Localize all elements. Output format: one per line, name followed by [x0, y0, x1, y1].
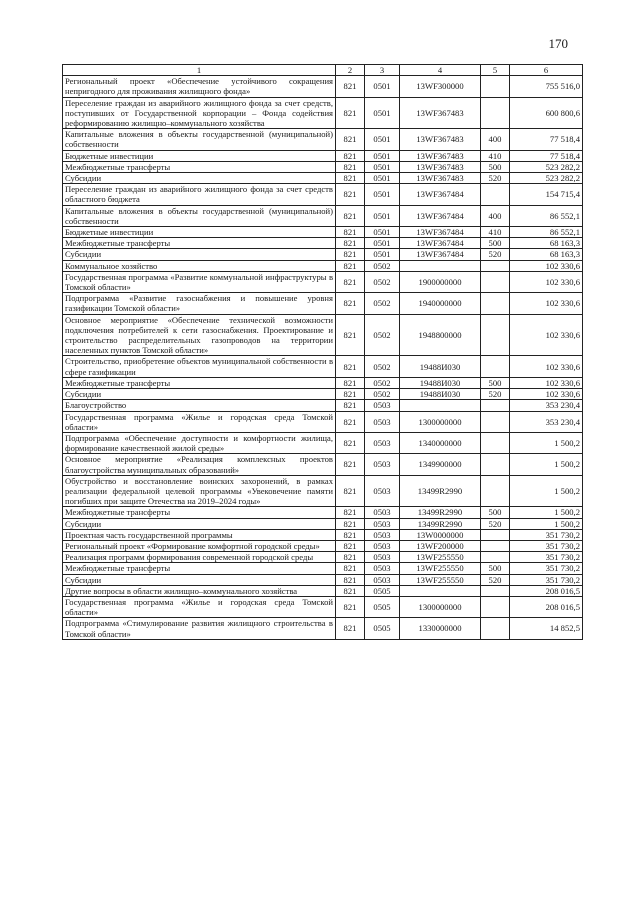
target-article-code-cell: 13WF367483 — [400, 173, 481, 184]
column-number: 3 — [365, 65, 400, 76]
table-row — [63, 432, 583, 453]
table-row — [63, 529, 583, 540]
table-row — [63, 596, 583, 617]
ministry-code-cell: 821 — [336, 129, 365, 150]
amount-cell: 755 516,0 — [510, 76, 583, 97]
item-name-cell: Межбюджетные трансферты — [63, 377, 336, 388]
table-row — [63, 161, 583, 172]
section-code-cell: 0503 — [365, 507, 400, 518]
ministry-code-cell: 821 — [336, 389, 365, 400]
amount-cell: 154 715,4 — [510, 184, 583, 205]
table-row — [63, 507, 583, 518]
item-name-cell: Субсидии — [63, 173, 336, 184]
expense-type-code-cell: 410 — [481, 150, 510, 161]
ministry-code-cell: 821 — [336, 411, 365, 432]
item-name-cell: Государственная программа «Жилье и городская среда Томской области» — [63, 411, 336, 432]
target-article-code-cell: 13WF367484 — [400, 205, 481, 226]
section-code-cell: 0501 — [365, 76, 400, 97]
section-code-cell: 0502 — [365, 377, 400, 388]
section-code-cell: 0502 — [365, 389, 400, 400]
ministry-code-cell: 821 — [336, 507, 365, 518]
expense-type-code-cell — [481, 184, 510, 205]
section-code-cell: 0501 — [365, 205, 400, 226]
amount-cell: 68 163,3 — [510, 238, 583, 249]
expense-type-code-cell: 520 — [481, 574, 510, 585]
target-article-code-cell — [400, 260, 481, 271]
target-article-code-cell: 1940000000 — [400, 293, 481, 314]
amount-cell: 77 518,4 — [510, 150, 583, 161]
ministry-code-cell: 821 — [336, 596, 365, 617]
section-code-cell: 0503 — [365, 540, 400, 551]
ministry-code-cell: 821 — [336, 432, 365, 453]
amount-cell: 102 330,6 — [510, 271, 583, 292]
amount-cell: 351 730,2 — [510, 552, 583, 563]
expense-type-code-cell: 400 — [481, 205, 510, 226]
expense-type-code-cell — [481, 97, 510, 129]
section-code-cell: 0501 — [365, 129, 400, 150]
section-code-cell: 0501 — [365, 249, 400, 260]
section-code-cell: 0505 — [365, 585, 400, 596]
section-code-cell: 0501 — [365, 173, 400, 184]
expense-type-code-cell — [481, 540, 510, 551]
amount-cell: 208 016,5 — [510, 596, 583, 617]
expense-type-code-cell — [481, 271, 510, 292]
item-name-cell: Подпрограмма «Стимулирование развития жилищного строительства в Томской области» — [63, 618, 336, 639]
ministry-code-cell: 821 — [336, 249, 365, 260]
expense-type-code-cell — [481, 618, 510, 639]
item-name-cell: Субсидии — [63, 518, 336, 529]
item-name-cell: Субсидии — [63, 574, 336, 585]
target-article-code-cell: 13WF255550 — [400, 574, 481, 585]
table-row — [63, 411, 583, 432]
table-row — [63, 205, 583, 226]
ministry-code-cell: 821 — [336, 529, 365, 540]
target-article-code-cell: 13WF200000 — [400, 540, 481, 551]
item-name-cell: Субсидии — [63, 389, 336, 400]
item-name-cell: Капитальные вложения в объекты государственной (муниципальной) собственности — [63, 129, 336, 150]
ministry-code-cell: 821 — [336, 552, 365, 563]
table-row — [63, 238, 583, 249]
table-row — [63, 377, 583, 388]
ministry-code-cell: 821 — [336, 356, 365, 377]
page-number: 170 — [548, 36, 568, 51]
column-number: 2 — [336, 65, 365, 76]
section-code-cell: 0502 — [365, 271, 400, 292]
target-article-code-cell: 1330000000 — [400, 618, 481, 639]
expense-type-code-cell: 500 — [481, 507, 510, 518]
table-row — [63, 475, 583, 507]
item-name-cell: Коммунальное хозяйство — [63, 260, 336, 271]
table-row — [63, 454, 583, 475]
table-row — [63, 574, 583, 585]
table-row — [63, 314, 583, 356]
target-article-code-cell: 19488И030 — [400, 377, 481, 388]
expense-type-code-cell — [481, 585, 510, 596]
expense-type-code-cell: 520 — [481, 173, 510, 184]
amount-cell: 1 500,2 — [510, 518, 583, 529]
section-code-cell: 0501 — [365, 161, 400, 172]
expense-type-code-cell — [481, 314, 510, 356]
table-row — [63, 389, 583, 400]
section-code-cell: 0503 — [365, 563, 400, 574]
target-article-code-cell: 1948800000 — [400, 314, 481, 356]
section-code-cell: 0503 — [365, 475, 400, 507]
ministry-code-cell: 821 — [336, 260, 365, 271]
section-code-cell: 0503 — [365, 411, 400, 432]
section-code-cell: 0505 — [365, 596, 400, 617]
amount-cell: 102 330,6 — [510, 260, 583, 271]
expense-type-code-cell — [481, 552, 510, 563]
ministry-code-cell: 821 — [336, 475, 365, 507]
ministry-code-cell: 821 — [336, 454, 365, 475]
target-article-code-cell: 13WF367483 — [400, 150, 481, 161]
ministry-code-cell: 821 — [336, 271, 365, 292]
amount-cell: 353 230,4 — [510, 400, 583, 411]
amount-cell: 523 282,2 — [510, 173, 583, 184]
section-code-cell: 0503 — [365, 400, 400, 411]
table-row — [63, 97, 583, 129]
section-code-cell: 0502 — [365, 293, 400, 314]
ministry-code-cell: 821 — [336, 563, 365, 574]
section-code-cell: 0503 — [365, 518, 400, 529]
target-article-code-cell: 13WF367484 — [400, 238, 481, 249]
target-article-code-cell: 13499R2990 — [400, 518, 481, 529]
item-name-cell: Строительство, приобретение объектов муниципальной собственности в сфере газификации — [63, 356, 336, 377]
ministry-code-cell: 821 — [336, 574, 365, 585]
item-name-cell: Основное мероприятие «Обеспечение технической возможности подключения потребителей к сети газоснабжения. Проектирование и строительство распределительных газопроводов на территории населенных пунктов Томской области» — [63, 314, 336, 356]
amount-cell: 86 552,1 — [510, 205, 583, 226]
expense-type-code-cell: 520 — [481, 249, 510, 260]
ministry-code-cell: 821 — [336, 161, 365, 172]
expense-type-code-cell: 410 — [481, 227, 510, 238]
ministry-code-cell: 821 — [336, 293, 365, 314]
target-article-code-cell: 13499R2990 — [400, 507, 481, 518]
amount-cell: 208 016,5 — [510, 585, 583, 596]
column-number: 1 — [63, 65, 336, 76]
target-article-code-cell: 13WF255550 — [400, 563, 481, 574]
amount-cell: 102 330,6 — [510, 293, 583, 314]
budget-table — [62, 64, 583, 640]
target-article-code-cell — [400, 400, 481, 411]
section-code-cell: 0502 — [365, 356, 400, 377]
target-article-code-cell: 13WF367483 — [400, 129, 481, 150]
ministry-code-cell: 821 — [336, 173, 365, 184]
table-row — [63, 540, 583, 551]
amount-cell: 102 330,6 — [510, 389, 583, 400]
target-article-code-cell: 13WF367483 — [400, 161, 481, 172]
target-article-code-cell: 13WF255550 — [400, 552, 481, 563]
ministry-code-cell: 821 — [336, 238, 365, 249]
item-name-cell: Региональный проект «Формирование комфортной городской среды» — [63, 540, 336, 551]
amount-cell: 351 730,2 — [510, 563, 583, 574]
table-row — [63, 150, 583, 161]
item-name-cell: Проектная часть государственной программы — [63, 529, 336, 540]
target-article-code-cell: 19488И030 — [400, 389, 481, 400]
table-row — [63, 260, 583, 271]
expense-type-code-cell — [481, 411, 510, 432]
item-name-cell: Обустройство и восстановление воинских захоронений, в рамках реализации федеральной целевой программы «Увековечение памяти погибших при защите Отечества на 2019–2024 годы» — [63, 475, 336, 507]
expense-type-code-cell — [481, 432, 510, 453]
section-code-cell: 0502 — [365, 260, 400, 271]
target-article-code-cell: 19488И030 — [400, 356, 481, 377]
item-name-cell: Другие вопросы в области жилищно–коммунального хозяйства — [63, 585, 336, 596]
section-code-cell: 0502 — [365, 314, 400, 356]
expense-type-code-cell: 500 — [481, 377, 510, 388]
expense-type-code-cell: 500 — [481, 563, 510, 574]
amount-cell: 102 330,6 — [510, 356, 583, 377]
section-code-cell: 0501 — [365, 97, 400, 129]
ministry-code-cell: 821 — [336, 400, 365, 411]
table-row — [63, 293, 583, 314]
target-article-code-cell: 1300000000 — [400, 411, 481, 432]
target-article-code-cell: 13WF367484 — [400, 184, 481, 205]
item-name-cell: Переселение граждан из аварийного жилищного фонда за счет средств, поступивших от Государственной корпорации – Фонда содействия реформированию жилищно–коммунального хозяйства — [63, 97, 336, 129]
target-article-code-cell: 1300000000 — [400, 596, 481, 617]
item-name-cell: Капитальные вложения в объекты государственной (муниципальной) собственности — [63, 205, 336, 226]
table-row — [63, 585, 583, 596]
expense-type-code-cell: 500 — [481, 238, 510, 249]
section-code-cell: 0503 — [365, 574, 400, 585]
target-article-code-cell: 13499R2990 — [400, 475, 481, 507]
item-name-cell: Основное мероприятие «Реализация комплексных проектов благоустройства муниципальных образований» — [63, 454, 336, 475]
section-code-cell: 0501 — [365, 227, 400, 238]
amount-cell: 1 500,2 — [510, 454, 583, 475]
item-name-cell: Межбюджетные трансферты — [63, 161, 336, 172]
target-article-code-cell: 1349900000 — [400, 454, 481, 475]
amount-cell: 1 500,2 — [510, 475, 583, 507]
table-row — [63, 227, 583, 238]
ministry-code-cell: 821 — [336, 540, 365, 551]
item-name-cell: Субсидии — [63, 249, 336, 260]
item-name-cell: Подпрограмма «Обеспечение доступности и комфортности жилища, формирование качественной жилой среды» — [63, 432, 336, 453]
section-code-cell: 0503 — [365, 529, 400, 540]
section-code-cell: 0503 — [365, 454, 400, 475]
expense-type-code-cell: 500 — [481, 161, 510, 172]
amount-cell: 102 330,6 — [510, 377, 583, 388]
column-number: 6 — [510, 65, 583, 76]
expense-type-code-cell — [481, 596, 510, 617]
column-number: 5 — [481, 65, 510, 76]
expense-type-code-cell — [481, 76, 510, 97]
table-row — [63, 400, 583, 411]
item-name-cell: Благоустройство — [63, 400, 336, 411]
section-code-cell: 0501 — [365, 238, 400, 249]
item-name-cell: Межбюджетные трансферты — [63, 563, 336, 574]
amount-cell: 351 730,2 — [510, 574, 583, 585]
item-name-cell: Региональный проект «Обеспечение устойчивого сокращения непригодного для проживания жилищного фонда» — [63, 76, 336, 97]
target-article-code-cell: 13WF367483 — [400, 97, 481, 129]
ministry-code-cell: 821 — [336, 377, 365, 388]
expense-type-code-cell — [481, 260, 510, 271]
section-code-cell: 0501 — [365, 184, 400, 205]
section-code-cell: 0503 — [365, 552, 400, 563]
amount-cell: 351 730,2 — [510, 529, 583, 540]
ministry-code-cell: 821 — [336, 205, 365, 226]
amount-cell: 86 552,1 — [510, 227, 583, 238]
table-row — [63, 618, 583, 639]
expense-type-code-cell: 520 — [481, 389, 510, 400]
expense-type-code-cell — [481, 356, 510, 377]
column-number: 4 — [400, 65, 481, 76]
item-name-cell: Государственная программа «Развитие коммунальной инфраструктуры в Томской области» — [63, 271, 336, 292]
amount-cell: 1 500,2 — [510, 432, 583, 453]
item-name-cell: Межбюджетные трансферты — [63, 507, 336, 518]
table-row — [63, 184, 583, 205]
amount-cell: 523 282,2 — [510, 161, 583, 172]
target-article-code-cell: 1900000000 — [400, 271, 481, 292]
table-row — [63, 76, 583, 97]
expense-type-code-cell — [481, 400, 510, 411]
item-name-cell: Бюджетные инвестиции — [63, 150, 336, 161]
expense-type-code-cell: 520 — [481, 518, 510, 529]
target-article-code-cell: 13WF367484 — [400, 227, 481, 238]
ministry-code-cell: 821 — [336, 227, 365, 238]
expense-type-code-cell — [481, 529, 510, 540]
ministry-code-cell: 821 — [336, 618, 365, 639]
table-row — [63, 552, 583, 563]
section-code-cell: 0503 — [365, 432, 400, 453]
amount-cell: 102 330,6 — [510, 314, 583, 356]
target-article-code-cell — [400, 585, 481, 596]
section-code-cell: 0501 — [365, 150, 400, 161]
table-row — [63, 271, 583, 292]
amount-cell: 77 518,4 — [510, 129, 583, 150]
expense-type-code-cell — [481, 454, 510, 475]
amount-cell: 600 800,6 — [510, 97, 583, 129]
target-article-code-cell: 13WF367484 — [400, 249, 481, 260]
table-row — [63, 249, 583, 260]
table-row — [63, 356, 583, 377]
ministry-code-cell: 821 — [336, 150, 365, 161]
amount-cell: 14 852,5 — [510, 618, 583, 639]
table-row — [63, 563, 583, 574]
ministry-code-cell: 821 — [336, 184, 365, 205]
expense-type-code-cell: 400 — [481, 129, 510, 150]
amount-cell: 1 500,2 — [510, 507, 583, 518]
amount-cell: 68 163,3 — [510, 249, 583, 260]
item-name-cell: Реализация программ формирования современной городской среды — [63, 552, 336, 563]
column-number-row — [63, 65, 583, 76]
expense-type-code-cell — [481, 293, 510, 314]
ministry-code-cell: 821 — [336, 97, 365, 129]
target-article-code-cell: 13WF300000 — [400, 76, 481, 97]
item-name-cell: Межбюджетные трансферты — [63, 238, 336, 249]
amount-cell: 351 730,2 — [510, 540, 583, 551]
item-name-cell: Бюджетные инвестиции — [63, 227, 336, 238]
ministry-code-cell: 821 — [336, 314, 365, 356]
ministry-code-cell: 821 — [336, 76, 365, 97]
item-name-cell: Переселение граждан из аварийного жилищного фонда за счет средств областного бюджета — [63, 184, 336, 205]
target-article-code-cell: 13W0000000 — [400, 529, 481, 540]
table-row — [63, 173, 583, 184]
ministry-code-cell: 821 — [336, 585, 365, 596]
item-name-cell: Государственная программа «Жилье и городская среда Томской области» — [63, 596, 336, 617]
target-article-code-cell: 1340000000 — [400, 432, 481, 453]
section-code-cell: 0505 — [365, 618, 400, 639]
item-name-cell: Подпрограмма «Развитие газоснабжения и повышение уровня газификации Томской области» — [63, 293, 336, 314]
table-row — [63, 518, 583, 529]
table-row — [63, 129, 583, 150]
ministry-code-cell: 821 — [336, 518, 365, 529]
expense-type-code-cell — [481, 475, 510, 507]
amount-cell: 353 230,4 — [510, 411, 583, 432]
